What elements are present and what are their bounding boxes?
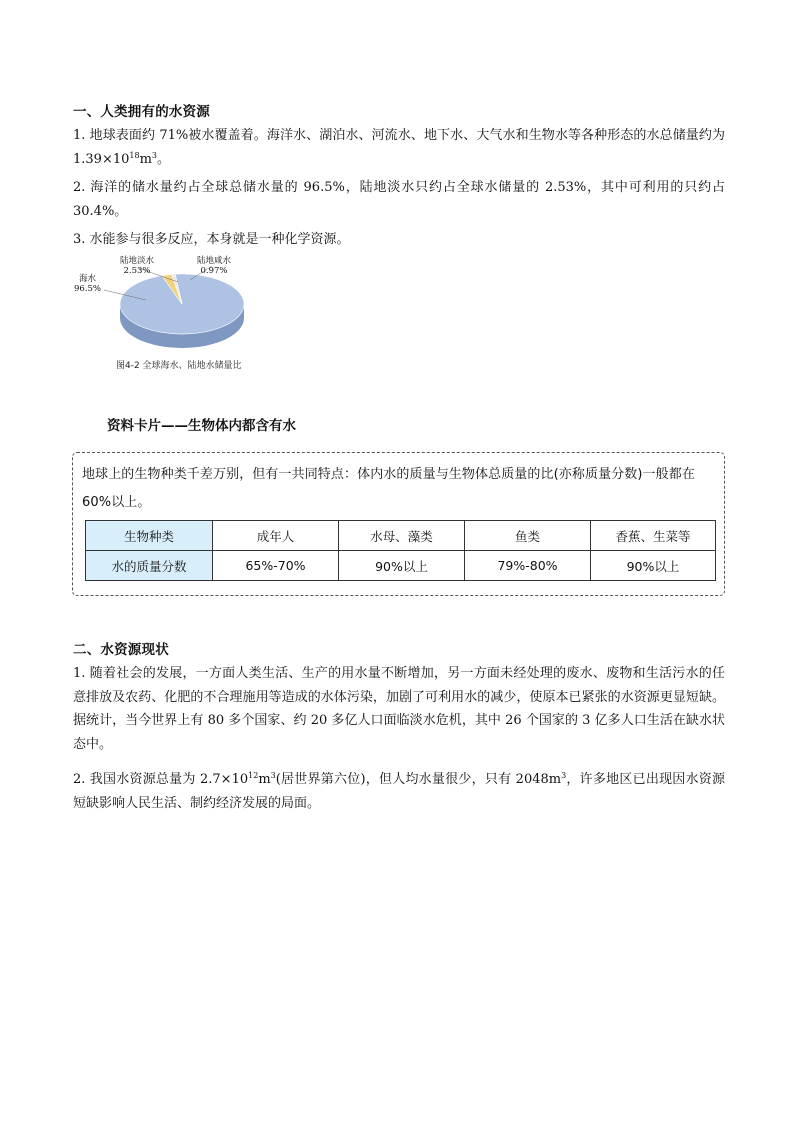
label-sea-water-pct: 96.5% [74,284,102,294]
label-salt-water-name: 陆地咸水 [197,256,232,266]
paragraph-1 [73,124,725,171]
pie-chart-figure [76,252,266,372]
unit-exponent: 3 [561,771,567,780]
unit: m [258,772,271,787]
table-row [86,521,716,551]
label-salt-water-pct: 0.97% [200,266,228,276]
paragraph-3: 3. 水能参与很多反应，本身就是一种化学资源。 [73,232,350,247]
paragraph-5-middle: (居世界第六位)，但人均水量很少，只有 2048m [275,772,562,787]
unit-exponent: 3 [270,771,276,780]
water-content-table [85,520,716,581]
paragraph-5-end: ，许多地区已出现因水资源短缺影响人民生活、制约经济发展的局面。 [73,772,726,811]
table-row [86,551,716,581]
table-column-header: 水母、藻类 [339,521,465,551]
section-title-water-status: 二、水资源现状 [73,642,169,658]
paragraph-1-end: 。 [157,151,171,167]
label-fresh-water [120,256,154,276]
label-sea-water-name: 海水 [79,274,97,284]
paragraph-1-text: 1. 地球表面约 71%被水覆盖着。海洋水、湖泊水、河流水、地下水、大气水和生物水等各种形态的水总储量约为 1.39×10 [73,128,725,167]
table-header-cell: 生物种类 [86,521,213,551]
exponent: 12 [248,771,259,780]
paragraph-5-text: 2. 我国水资源总量为 2.7×10 [73,772,249,787]
table-cell: 65%-70% [213,551,339,581]
card-title: 资料卡片——生物体内都含有水 [107,418,296,434]
label-fresh-water-name: 陆地淡水 [120,256,155,266]
paragraph-4: 1. 随着社会的发展，一方面人类生活、生产的用水量不断增加，另一方面未经处理的废水、废物和生活污水的任意排放及农药、化肥的不合理施用等造成的水体污染，加剧了可利用水的减少，使原本已紧张的水资源更显短缺。据统计，当今世界上有 80 多个国家、约 20 多亿人口面临淡水危机，其中 26 个国家的 3 亿多人口生活在缺水状态中。 [73,666,725,752]
table-column-header: 成年人 [213,521,339,551]
paragraph-5 [73,768,725,815]
label-fresh-water-pct: 2.53% [123,266,151,276]
unit-exponent: 3 [151,150,157,160]
table-cell: 90%以上 [591,551,716,581]
unit: m [139,151,152,167]
label-sea-water [74,274,101,294]
paragraph-2: 2. 海洋的储水量约占全球总储水量的 96.5%，陆地淡水只约占全球水储量的 2.53%，其中可利用的只约占 30.4%。 [73,180,725,219]
card-text: 地球上的生物种类千差万别，但有一共同特点：体内水的质量与生物体总质量的比(亦称质量分数)一般都在60%以上。 [82,467,695,510]
table-cell: 90%以上 [339,551,465,581]
label-salt-water [197,256,231,276]
exponent: 18 [129,150,140,160]
figure-caption: 图4-2 全球海水、陆地水储量比 [116,361,242,371]
section-title-water-resources: 一、人类拥有的水资源 [73,104,210,120]
table-column-header: 鱼类 [465,521,591,551]
table-cell: 79%-80% [465,551,591,581]
table-row-label: 水的质量分数 [86,551,213,581]
table-column-header: 香蕉、生菜等 [591,521,716,551]
pie-chart [76,252,266,352]
